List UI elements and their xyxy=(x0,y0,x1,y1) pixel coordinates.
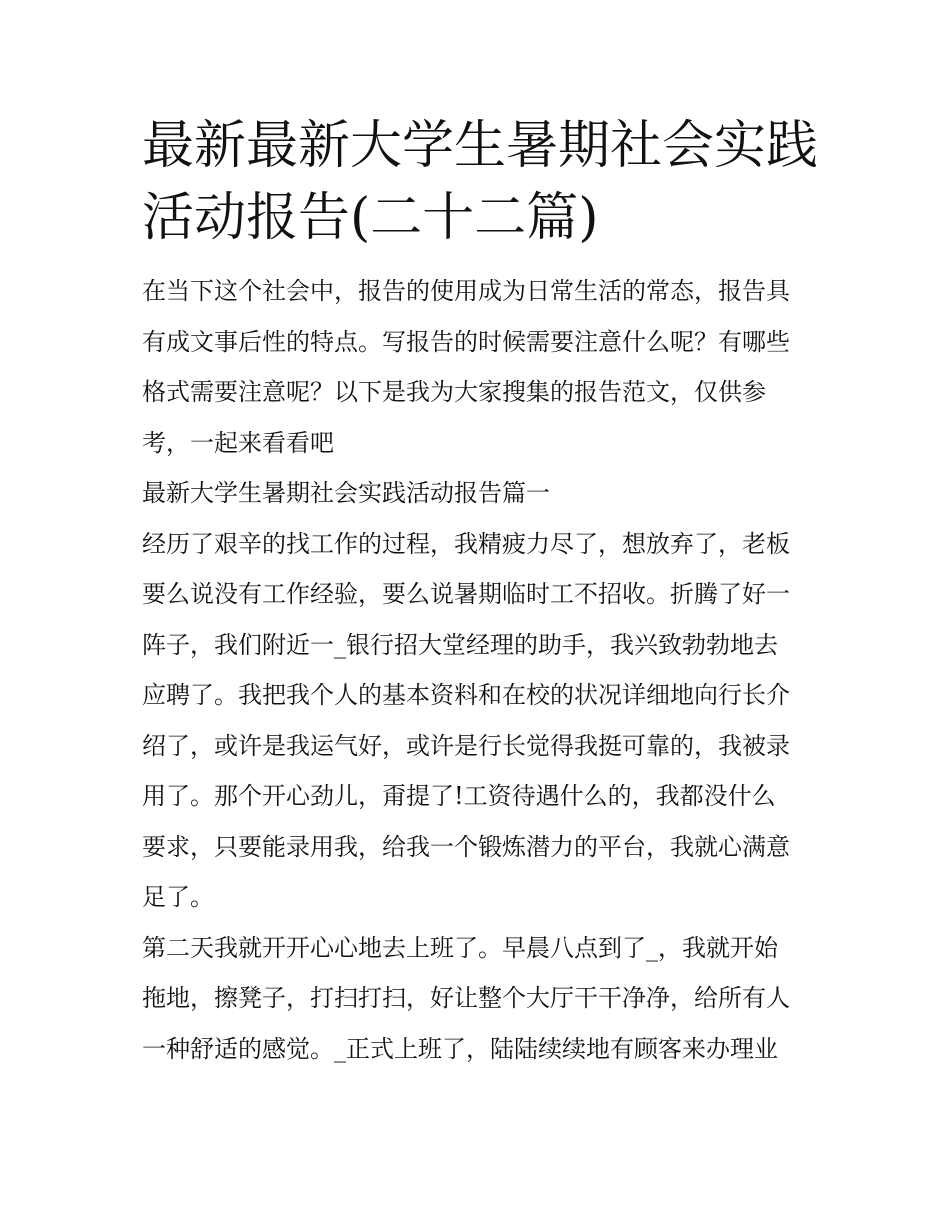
document-page xyxy=(142,110,819,1074)
text-line: 要么说没有工作经验，要么说暑期临时工不招收。折腾了好一 xyxy=(142,580,790,608)
body-paragraph-2 xyxy=(142,923,814,1075)
text-line: 绍了，或许是我运气好，或许是行长觉得我挺可靠的，我被录 xyxy=(142,731,790,760)
title-line: 活动报告(二十二篇) xyxy=(142,188,599,248)
text-line: 经历了艰辛的找工作的过程，我精疲力尽了，想放弃了，老板 xyxy=(142,529,790,558)
text-line: 格式需要注意呢？以下是我为大家搜集的报告范文，仅供参 xyxy=(142,378,766,406)
intro-paragraph xyxy=(142,266,814,468)
section-heading: 最新大学生暑期社会实践活动报告篇一 xyxy=(142,479,550,507)
text-line: 阵子，我们附近一_银行招大堂经理的助手，我兴致勃勃地去 xyxy=(142,630,778,659)
text-line: 有成文事后性的特点。写报告的时候需要注意什么呢？有哪些 xyxy=(142,327,790,356)
text-line: 足了。 xyxy=(142,883,214,911)
title-line: 最新最新大学生暑期社会实践 xyxy=(142,116,819,176)
text-line: 在当下这个社会中，报告的使用成为日常生活的常态，报告具 xyxy=(142,277,790,305)
text-line: 应聘了。我把我个人的基本资料和在校的状况详细地向行长介 xyxy=(142,681,790,709)
text-line: 拖地，擦凳子，打扫打扫，好让整个大厅干干净净，给所有人 xyxy=(142,984,790,1012)
text-line: 第二天我就开开心心地去上班了。早晨八点到了_，我就开始 xyxy=(142,933,778,962)
body-paragraph-1 xyxy=(142,519,814,923)
text-line: 用了。那个开心劲儿，甭提了!工资待遇什么的，我都没什么 xyxy=(142,782,776,810)
document-title xyxy=(142,110,819,254)
text-line: 考，一起来看看吧 xyxy=(142,428,334,457)
text-line: 要求，只要能录用我，给我一个锻炼潜力的平台，我就心满意 xyxy=(142,832,790,861)
text-line: 一种舒适的感觉。_正式上班了，陆陆续续地有顾客来办理业 xyxy=(142,1034,778,1063)
